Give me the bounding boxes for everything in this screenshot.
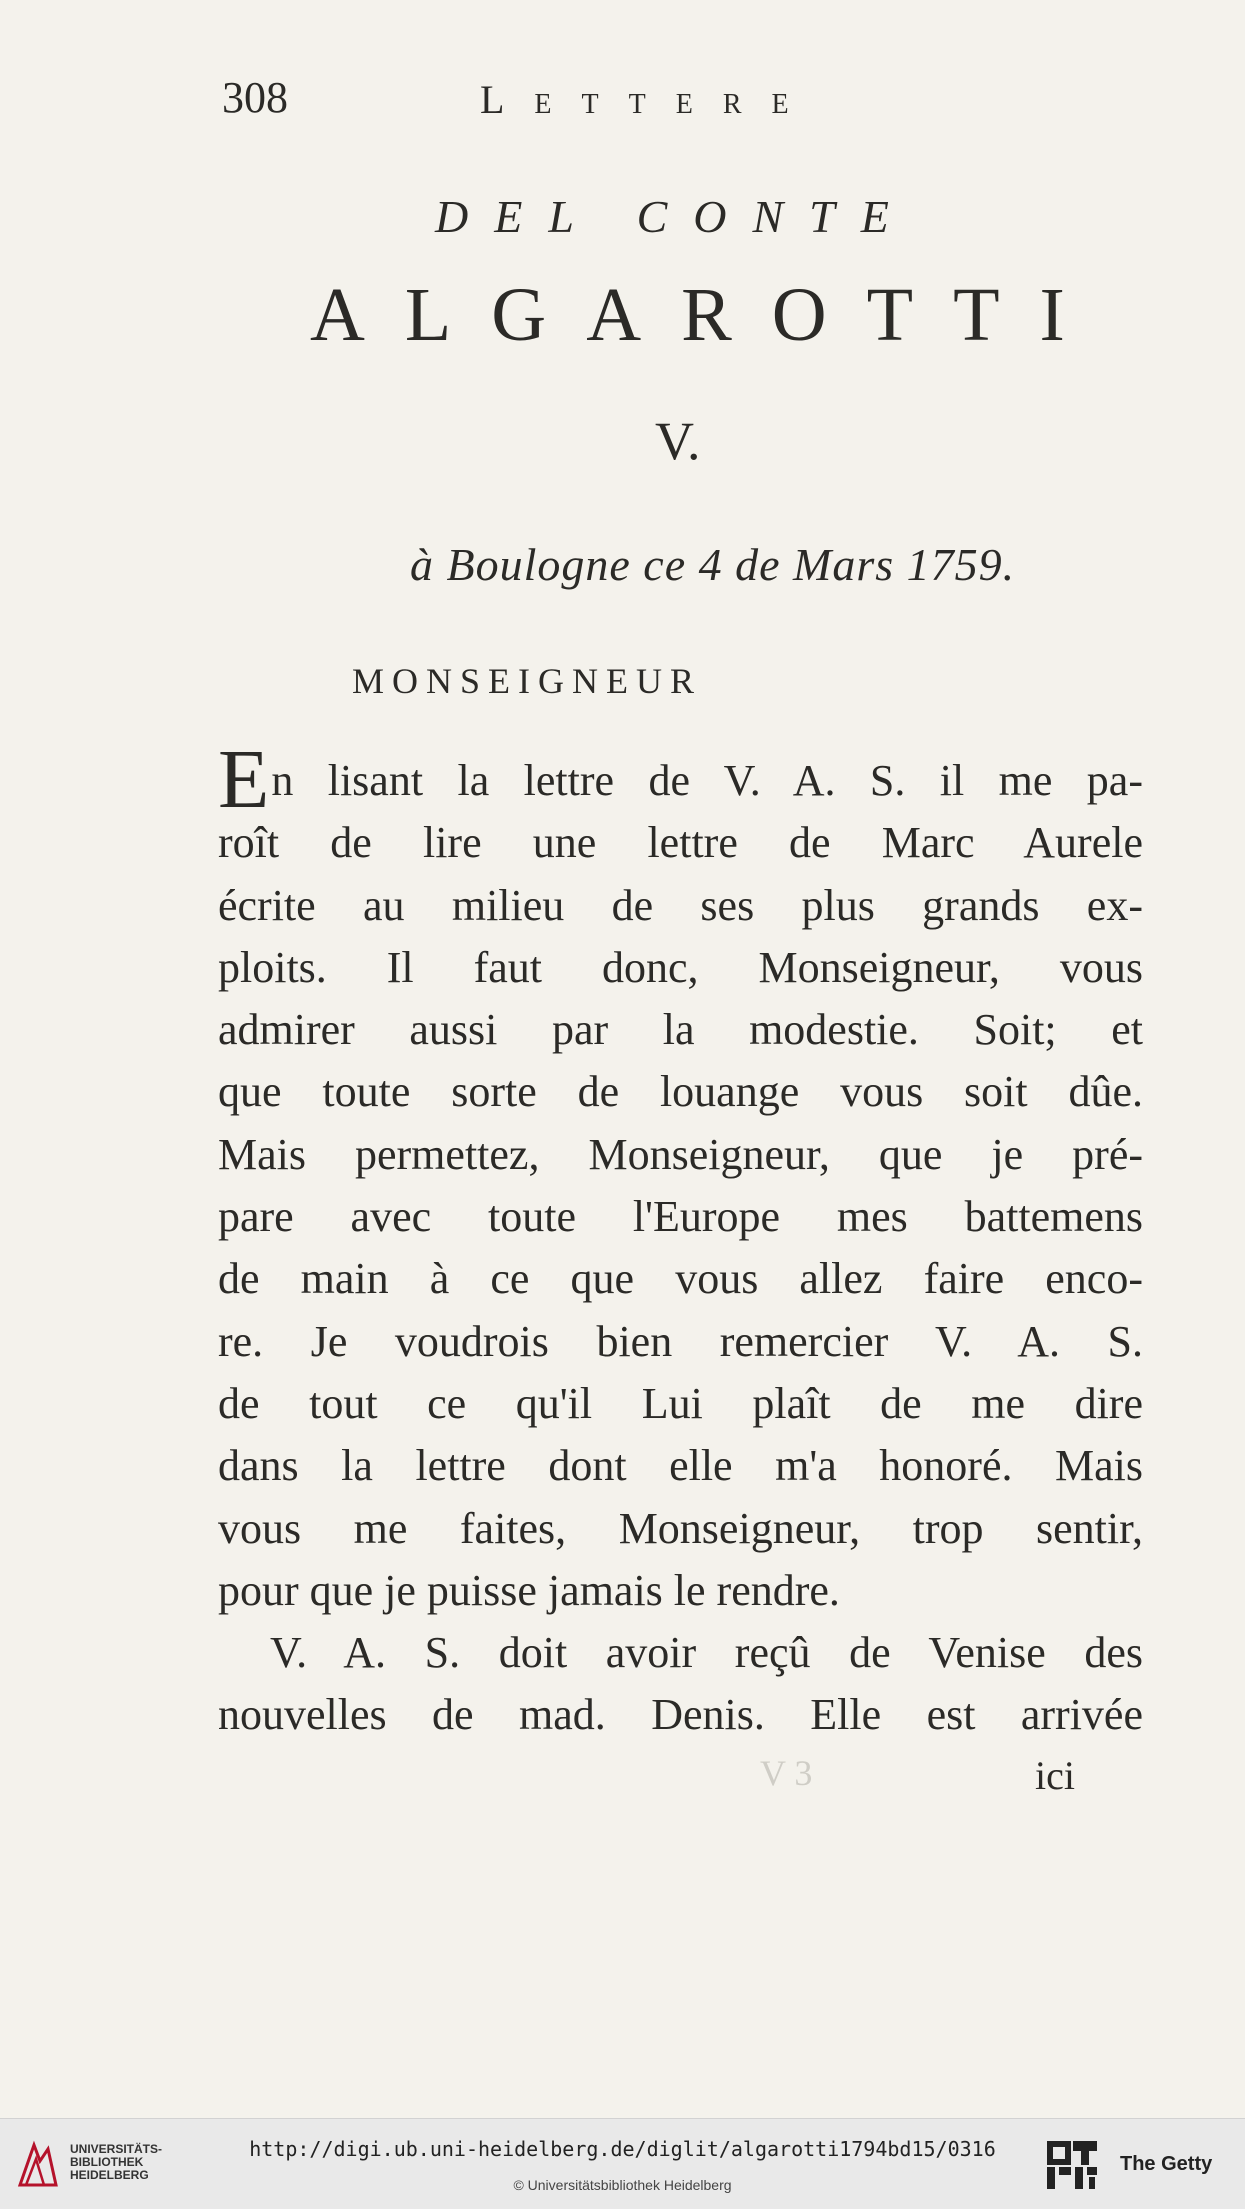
page-header xyxy=(222,72,892,132)
body-line-12: dans la lettre dont elle m'a honoré. Mais xyxy=(218,1441,1143,1491)
letter-subtitle: DEL CONTE xyxy=(435,191,915,242)
body-line-3: écrite au milieu de ses plus grands ex- xyxy=(218,880,1143,930)
body-line-1: En lisant la lettre de V. A. S. il me pa- xyxy=(218,733,1143,826)
body-line-8: pare avec toute l'Europe mes battemens xyxy=(218,1192,1143,1242)
body-line-6: que toute sorte de louange vous soit dûe. xyxy=(218,1067,1143,1117)
running-head: Lettere xyxy=(480,77,819,122)
body-line-11: de tout ce qu'il Lui plaît de me dire xyxy=(218,1378,1143,1428)
body-line-14: pour que je puisse jamais le rendre. xyxy=(218,1565,840,1615)
library-name: UNIVERSITÄTS- BIBLIOTHEK HEIDELBERG xyxy=(70,2142,163,2182)
page-number: 308 xyxy=(222,73,288,122)
catchword: ici xyxy=(1035,1753,1075,1798)
signature-mark: V 3 xyxy=(760,1753,813,1793)
body-line-13: vous me faites, Monseigneur, trop sentir, xyxy=(218,1503,1143,1553)
salutation: MONSEIGNEUR xyxy=(352,661,703,701)
copyright-notice: © Universitätsbibliothek Heidelberg xyxy=(513,2177,732,2193)
letter-title: ALGAROTTI xyxy=(310,273,1105,357)
dateline: à Boulogne ce 4 de Mars 1759. xyxy=(410,539,1016,590)
body-line-16: nouvelles de mad. Denis. Elle est arrivée xyxy=(218,1690,1143,1740)
body-line-2: roît de lire une lettre de Marc Aurele xyxy=(218,818,1143,868)
body-line-15: V. A. S. doit avoir reçû de Venise des xyxy=(270,1628,1143,1678)
body-line-7: Mais permettez, Monseigneur, que je pré- xyxy=(218,1129,1143,1179)
partner-name: The Getty xyxy=(1120,2153,1213,2175)
letter-number: V. xyxy=(655,411,701,471)
body-line-5: admirer aussi par la modestie. Soit; et xyxy=(218,1005,1143,1055)
drop-cap: E xyxy=(218,733,270,826)
body-line-4: ploits. Il faut donc, Monseigneur, vous xyxy=(218,942,1143,992)
body-line-9: de main à ce que vous allez faire enco- xyxy=(218,1254,1143,1304)
letter-body xyxy=(218,733,1143,1747)
getty-logo-icon[interactable] xyxy=(1045,2139,1101,2191)
footer-bar xyxy=(0,2118,1245,2209)
permalink-url[interactable]: http://digi.ub.uni-heidelberg.de/diglit/algarotti1794bd15/0316 xyxy=(249,2137,996,2161)
body-line-10: re. Je voudrois bien remercier V. A. S. xyxy=(218,1316,1143,1366)
